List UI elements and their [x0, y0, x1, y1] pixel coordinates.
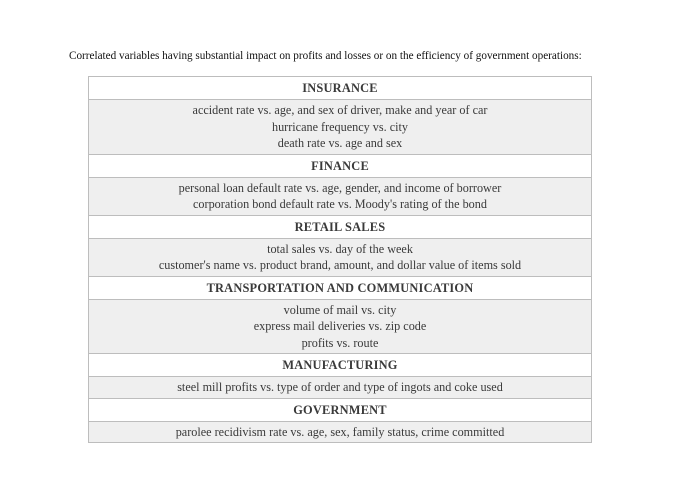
variable-pair: parolee recidivism rate vs. age, sex, family status, crime committed: [175, 424, 505, 439]
section-items: [89, 421, 592, 443]
section-title: FINANCE: [89, 154, 592, 177]
variable-pair: profits vs. route: [301, 335, 379, 350]
variable-pair: express mail deliveries vs. zip code: [253, 319, 427, 333]
variable-pair: total sales vs. day of the week: [267, 241, 413, 256]
variable-pair: corporation bond default rate vs. Moody's rating of the bond: [193, 197, 487, 211]
section-header-insurance: [89, 77, 592, 100]
variable-pair: customer's name vs. product brand, amount, and dollar value of items sold: [158, 258, 522, 272]
section-body-government: [89, 421, 592, 443]
section-title: INSURANCE: [89, 77, 592, 100]
section-title: MANUFACTURING: [89, 354, 592, 377]
section-header-finance: [89, 154, 592, 177]
section-header-government: [89, 398, 592, 421]
section-header-manufacturing: [89, 354, 592, 377]
section-header-transportation: [89, 276, 592, 299]
section-items: [89, 238, 592, 276]
table-caption: Correlated variables having substantial impact on profits and losses or on the efficiency of government operations:: [69, 50, 582, 62]
variable-pair: steel mill profits vs. type of order and type of ingots and coke used: [177, 380, 503, 394]
section-items: [89, 100, 592, 155]
section-body-finance: [89, 177, 592, 215]
section-items: [89, 299, 592, 354]
section-body-transportation: [89, 299, 592, 354]
variable-pair: death rate vs. age and sex: [277, 136, 403, 150]
variable-pair: personal loan default rate vs. age, gender, and income of borrower: [178, 180, 502, 195]
variable-pair: accident rate vs. age, and sex of driver, make and year of car: [192, 103, 488, 117]
section-body-insurance: [89, 100, 592, 155]
section-title: GOVERNMENT: [89, 398, 592, 421]
section-body-retail-sales: [89, 238, 592, 276]
section-title: TRANSPORTATION AND COMMUNICATION: [89, 276, 592, 299]
section-title: RETAIL SALES: [89, 215, 592, 238]
variable-pair: hurricane frequency vs. city: [271, 119, 409, 134]
correlated-variables-table: [88, 76, 592, 443]
section-header-retail-sales: [89, 215, 592, 238]
section-items: [89, 377, 592, 399]
section-items: [89, 177, 592, 215]
variable-pair: volume of mail vs. city: [283, 302, 397, 317]
section-body-manufacturing: [89, 377, 592, 399]
